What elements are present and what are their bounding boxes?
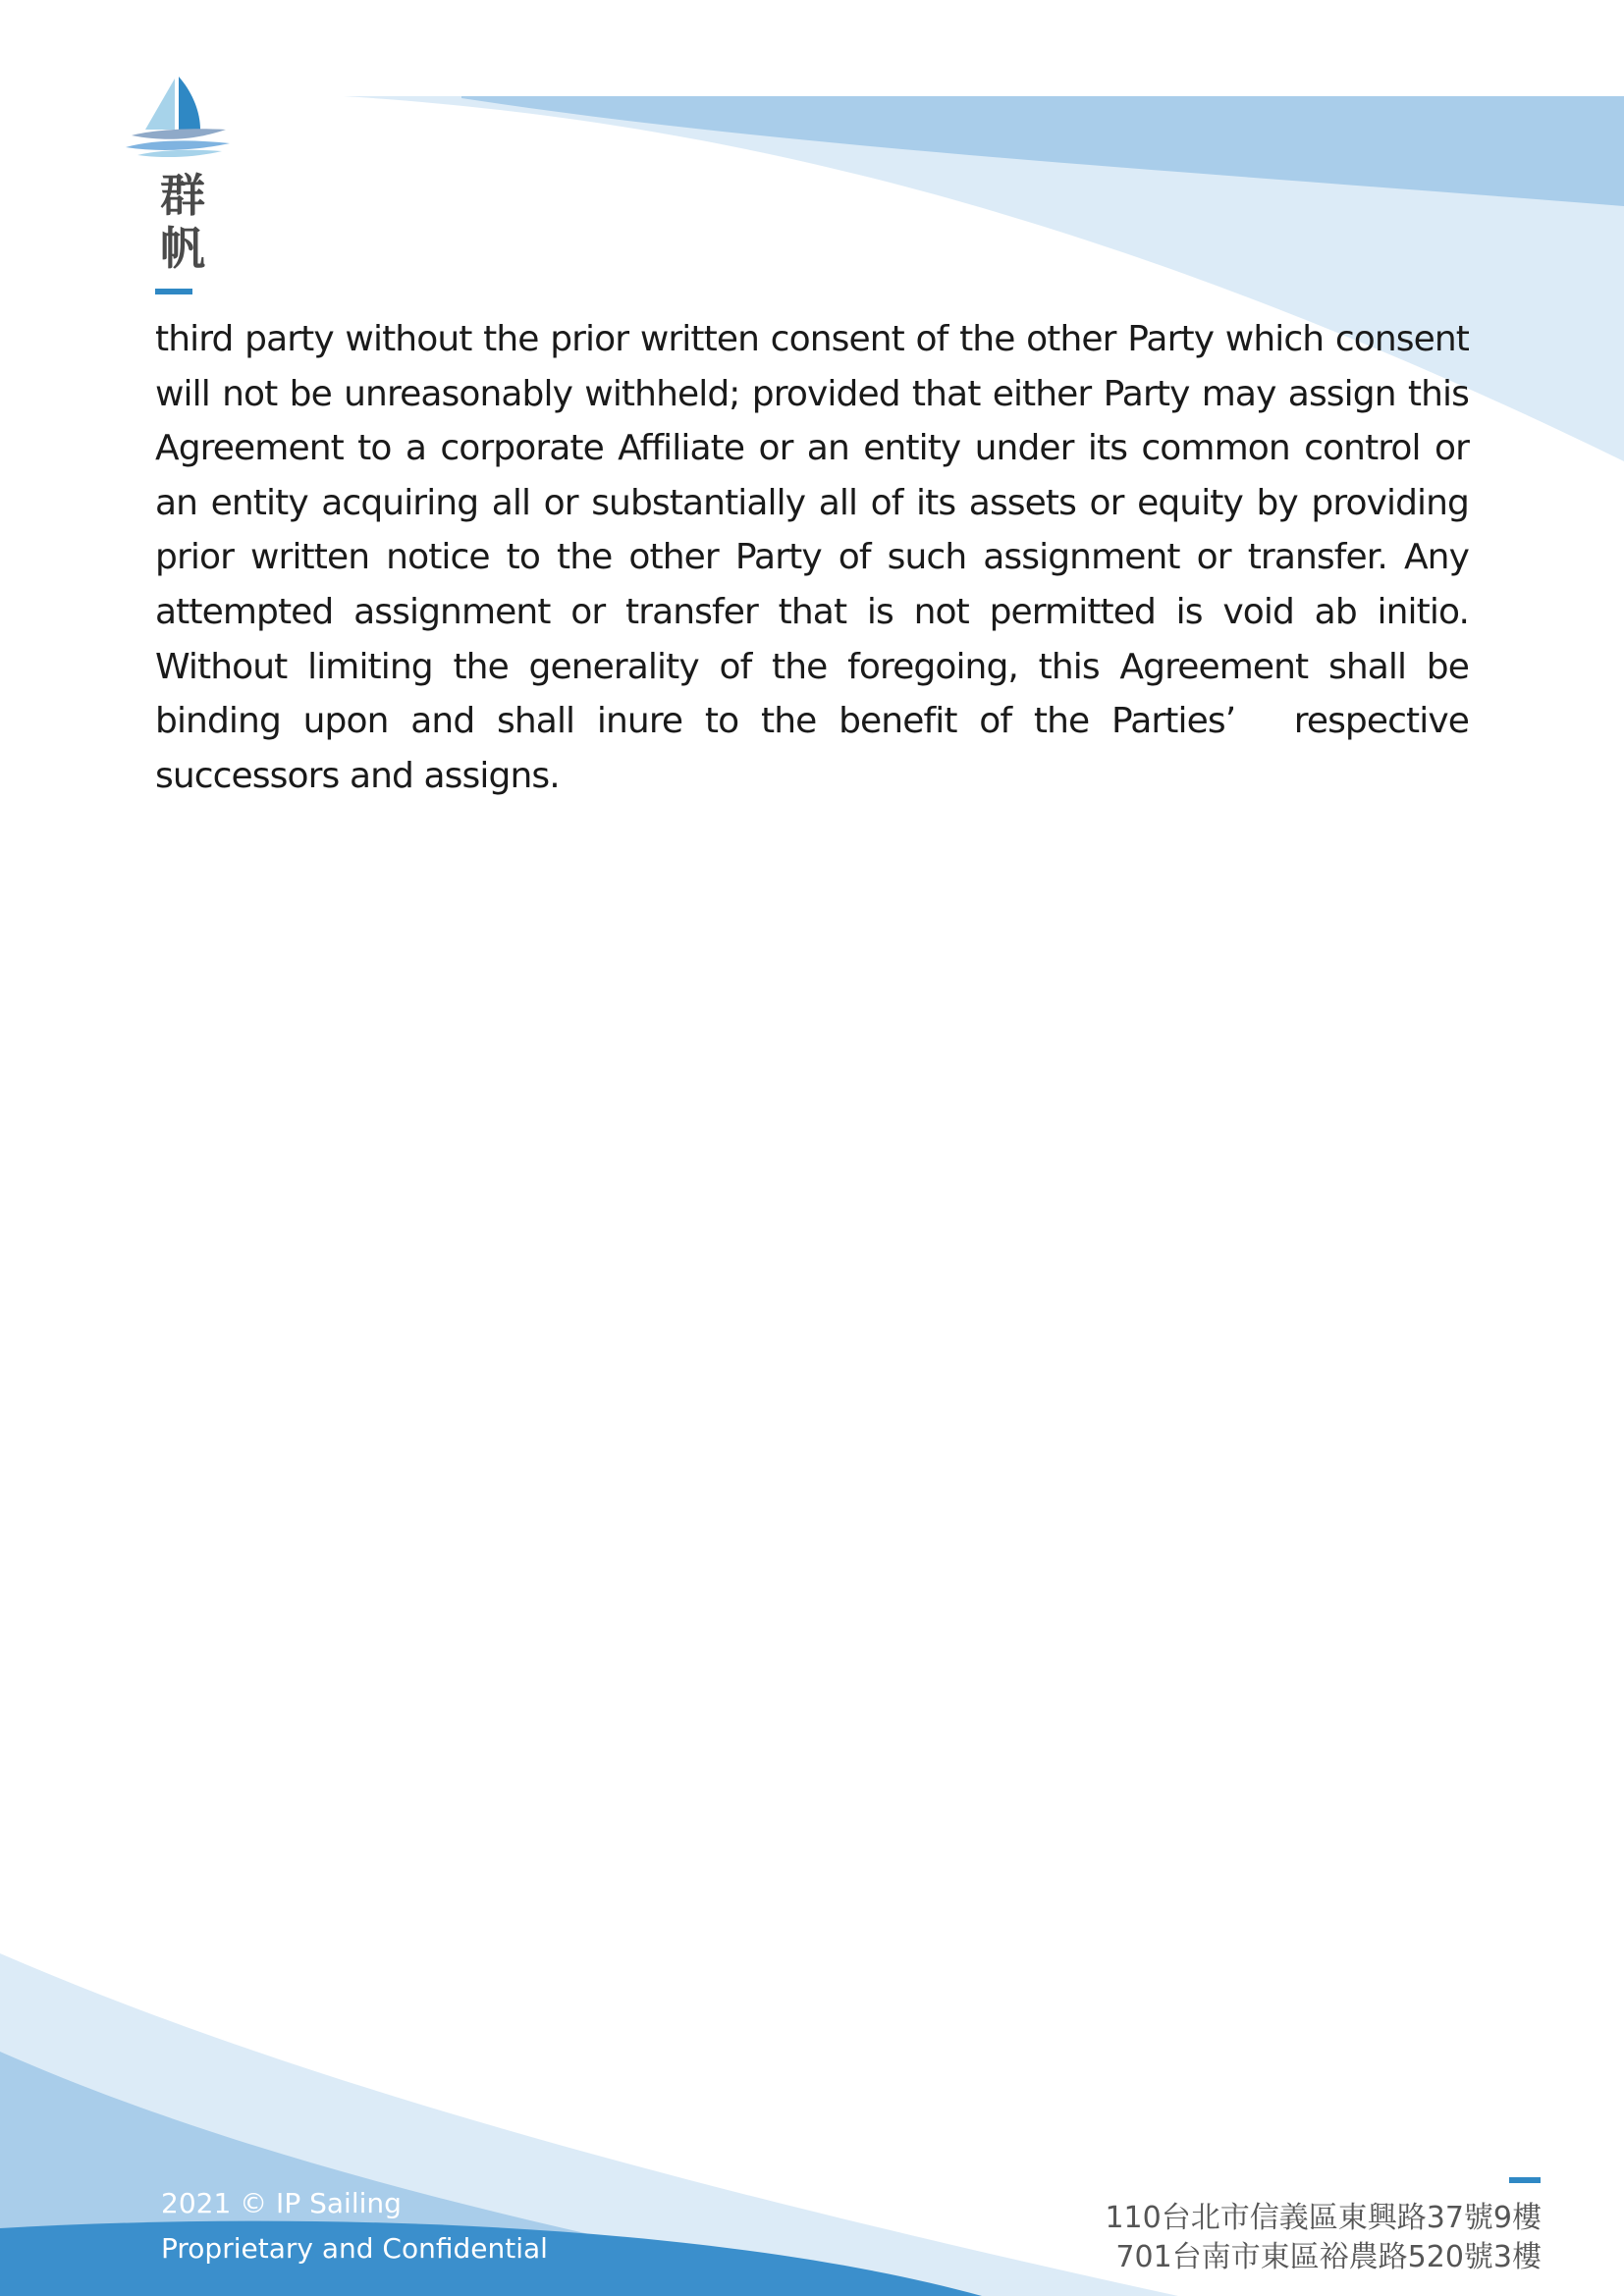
logo-wordmark xyxy=(153,169,212,275)
logo-underline xyxy=(155,289,192,294)
footer-confidential: Proprietary and Confidential xyxy=(161,2232,548,2265)
agreement-body xyxy=(155,312,1469,803)
footer-copyright: 2021 © IP Sailing xyxy=(161,2187,402,2219)
logo-char-1: 群 xyxy=(160,169,205,222)
company-logo xyxy=(124,75,232,302)
sailboat-icon xyxy=(124,75,232,157)
footer-left xyxy=(161,2181,548,2271)
footer-address-taipei: 110台北市信義區東興路37號9樓 xyxy=(1105,2201,1542,2235)
footer-addresses xyxy=(1105,2199,1542,2277)
footer-address-tainan: 701台南市東區裕農路520號3樓 xyxy=(1115,2240,1542,2274)
footer-accent-bar xyxy=(1509,2177,1541,2183)
body-paragraph: third party without the prior written consent of the other Party which consent will not be unreasonably withheld; provided that either Party may assign this Agreement to a corporate Affiliate or an entity under its common control or an entity acquiring all or substantially all of its assets or equity by providing prior written notice to the other Party of such assignment or transfer. Any attempted assignment or transfer that is not permitted is void ab initio. Without limiting the generality of the foregoing, this Agreement shall be binding upon and shall inure to the benefit of the Parties’ respective successors and assigns. xyxy=(155,319,1469,796)
logo-char-2: 帆 xyxy=(160,222,205,275)
